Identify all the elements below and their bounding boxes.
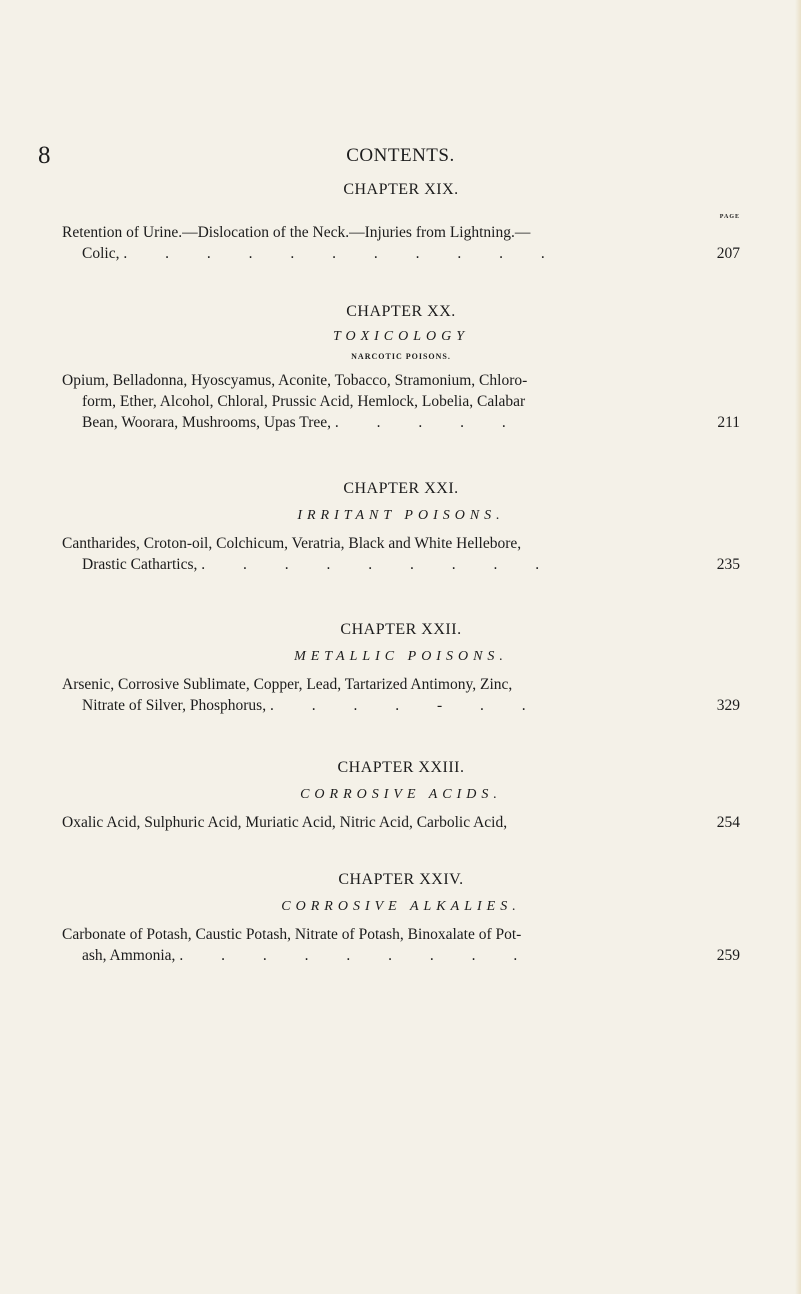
contents-last-line: [62, 554, 740, 575]
dot-leader: . . . . - . .: [269, 697, 543, 714]
chapter-heading: CHAPTER XXI.: [343, 480, 459, 497]
chapter-heading: CHAPTER XXII.: [340, 621, 462, 638]
contents-line: Retention of Urine.—Dislocation of the Neck.—Injuries from Lightning.—: [62, 224, 531, 241]
chapter-contents: [62, 812, 740, 833]
chapter-xx: [62, 302, 740, 433]
contents-text: Drastic Cathartics,: [82, 556, 198, 573]
page-ref: 329: [716, 697, 740, 714]
chapter-subject: CORROSIVE ACIDS.: [300, 787, 502, 802]
contents-line: Cantharides, Croton-oil, Colchicum, Veratria, Black and White Hellebore,: [62, 535, 522, 552]
page-ref: 235: [716, 556, 740, 573]
contents-line: Opium, Belladonna, Hyoscyamus, Aconite, Tobacco, Stramonium, Chloro-: [62, 372, 528, 389]
contents-line: Carbonate of Potash, Caustic Potash, Nitrate of Potash, Binoxalate of Pot-: [62, 926, 522, 943]
chapter-heading: CHAPTER XXIII.: [337, 759, 465, 776]
page-ref: 254: [716, 814, 740, 831]
contents-text: Colic,: [82, 245, 120, 262]
contents-line: form, Ether, Alcohol, Chloral, Prussic Acid, Hemlock, Lobelia, Calabar: [82, 393, 526, 410]
page-edge: [795, 0, 801, 1294]
chapter-xxii: [62, 620, 740, 716]
chapter-subject: TOXICOLOGY: [332, 329, 470, 344]
chapter-contents: [62, 924, 740, 966]
chapter-heading: CHAPTER XXIV.: [338, 871, 464, 888]
page-number: 8: [38, 142, 51, 169]
chapter-subject: METALLIC POISONS.: [294, 649, 508, 664]
running-title: CONTENTS.: [346, 145, 455, 166]
chapter-xxiv: [62, 870, 740, 966]
running-header: [0, 142, 801, 172]
dot-leader: . . . . .: [334, 414, 523, 431]
chapter-contents: [62, 222, 740, 264]
dot-leader: . . . . . . . . .: [179, 947, 535, 964]
contents-last-line: [62, 945, 740, 966]
chapter-contents: [62, 674, 740, 716]
contents-text: Oxalic Acid, Sulphuric Acid, Muriatic Acid, Nitric Acid, Carbolic Acid,: [62, 814, 508, 831]
dot-leader: . . . . . . . . . . .: [123, 245, 562, 262]
chapter-contents: [62, 370, 740, 433]
contents-last-line: [62, 412, 740, 433]
chapter-heading: CHAPTER XIX.: [343, 181, 459, 198]
contents-text: Bean, Woorara, Mushrooms, Upas Tree,: [82, 414, 332, 431]
contents-line: Arsenic, Corrosive Sublimate, Copper, Lead, Tartarized Antimony, Zinc,: [62, 676, 513, 693]
dot-leader: . . . . . . . . .: [201, 556, 557, 573]
chapter-xxi: [62, 479, 740, 575]
page-ref: 211: [717, 414, 740, 431]
chapter-xix: [62, 180, 740, 264]
page-column-label: PAGE: [719, 214, 740, 220]
page-ref: 259: [716, 947, 740, 964]
contents-text: ash, Ammonia,: [82, 947, 176, 964]
chapter-subject: IRRITANT POISONS.: [297, 508, 505, 523]
chapter-heading: CHAPTER XX.: [346, 303, 456, 320]
contents-last-line: [62, 812, 740, 833]
chapter-subject: CORROSIVE ALKALIES.: [281, 899, 521, 914]
chapter-contents: [62, 533, 740, 575]
chapter-group: NARCOTIC POISONS.: [351, 352, 451, 361]
contents-last-line: [62, 243, 740, 264]
page-ref: 207: [716, 245, 740, 262]
chapter-xxiii: [62, 758, 740, 833]
contents-last-line: [62, 695, 740, 716]
contents-text: Nitrate of Silver, Phosphorus,: [82, 697, 267, 714]
